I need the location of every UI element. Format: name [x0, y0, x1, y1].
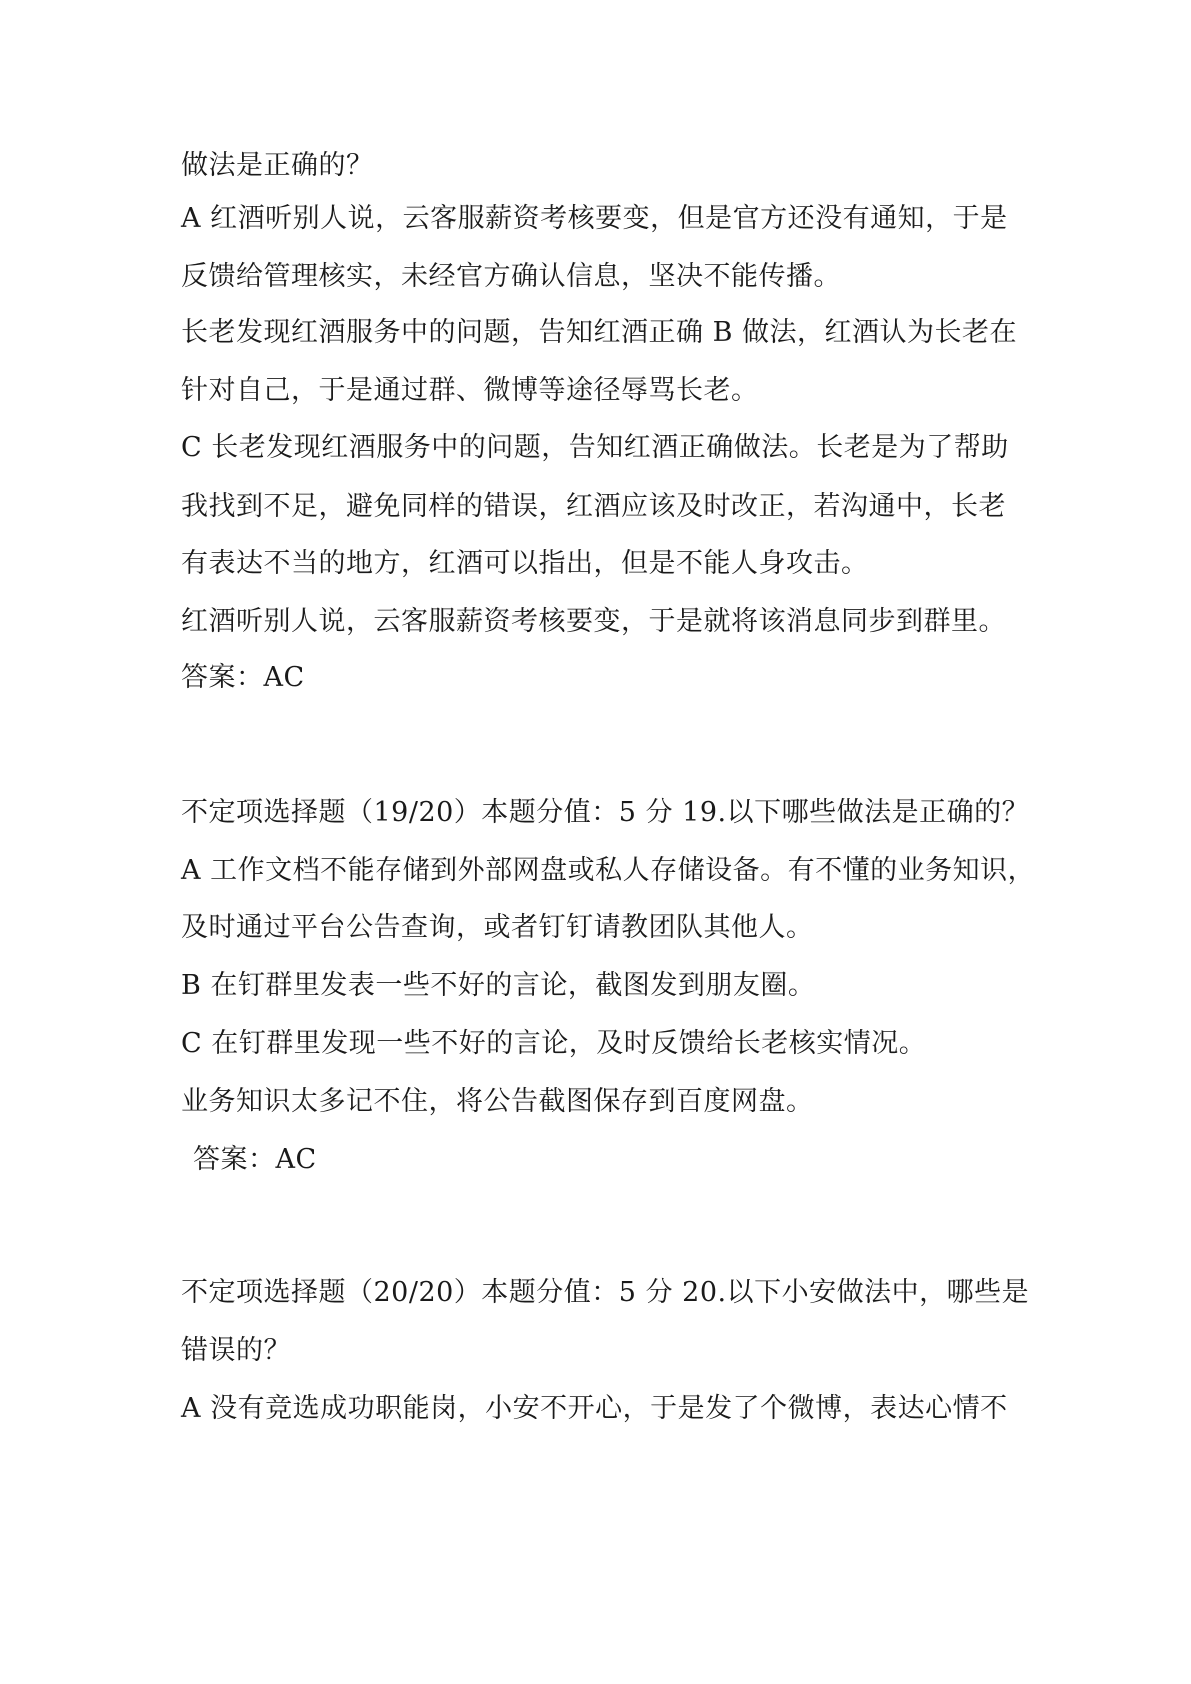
question-19-option-a-line-1: A 工作文档不能存储到外部网盘或私人存储设备。有不懂的业务知识，	[181, 855, 1036, 886]
question-18-option-b-line-1: 长老发现红酒服务中的问题，告知红酒正确 B 做法，红酒认为长老在	[181, 317, 1018, 348]
question-19-header: 不定项选择题（19/20）本题分值：5 分 19.以下哪些做法是正确的？	[181, 797, 1030, 828]
question-18-option-c-line-2: 我找到不足，避免同样的错误，红酒应该及时改正，若沟通中，长老	[181, 491, 1006, 522]
text-line: 做法是正确的？	[181, 150, 374, 181]
question-18-option-a-line-1: A 红酒听别人说，云客服薪资考核要变，但是官方还没有通知，于是	[181, 203, 1008, 234]
question-18-option-d: 红酒听别人说，云客服薪资考核要变，于是就将该消息同步到群里。	[181, 606, 1006, 637]
question-18-option-b-line-2: 针对自己，于是通过群、微博等途径辱骂长老。	[181, 375, 759, 406]
question-19-option-d: 业务知识太多记不住，将公告截图保存到百度网盘。	[181, 1086, 814, 1117]
question-19-option-b: B 在钉群里发表一些不好的言论，截图发到朋友圈。	[181, 970, 816, 1001]
question-19-option-c: C 在钉群里发现一些不好的言论，及时反馈给长老核实情况。	[181, 1028, 927, 1059]
question-18-option-c-line-3: 有表达不当的地方，红酒可以指出，但是不能人身攻击。	[181, 548, 869, 579]
question-19-answer: 答案：AC	[193, 1144, 317, 1175]
question-18-answer: 答案：AC	[181, 662, 305, 693]
question-19-option-a-line-2: 及时通过平台公告查询，或者钉钉请教团队其他人。	[181, 912, 814, 943]
question-20-option-a-line-1: A 没有竞选成功职能岗，小安不开心，于是发了个微博，表达心情不	[181, 1393, 1008, 1424]
question-18-option-a-line-2: 反馈给管理核实，未经官方确认信息，坚决不能传播。	[181, 261, 841, 292]
question-20-header-line-1: 不定项选择题（20/20）本题分值：5 分 20.以下小安做法中，哪些是	[181, 1277, 1030, 1308]
question-18-option-c-line-1: C 长老发现红酒服务中的问题，告知红酒正确做法。长老是为了帮助	[181, 432, 1009, 463]
question-20-header-line-2: 错误的？	[181, 1335, 291, 1366]
